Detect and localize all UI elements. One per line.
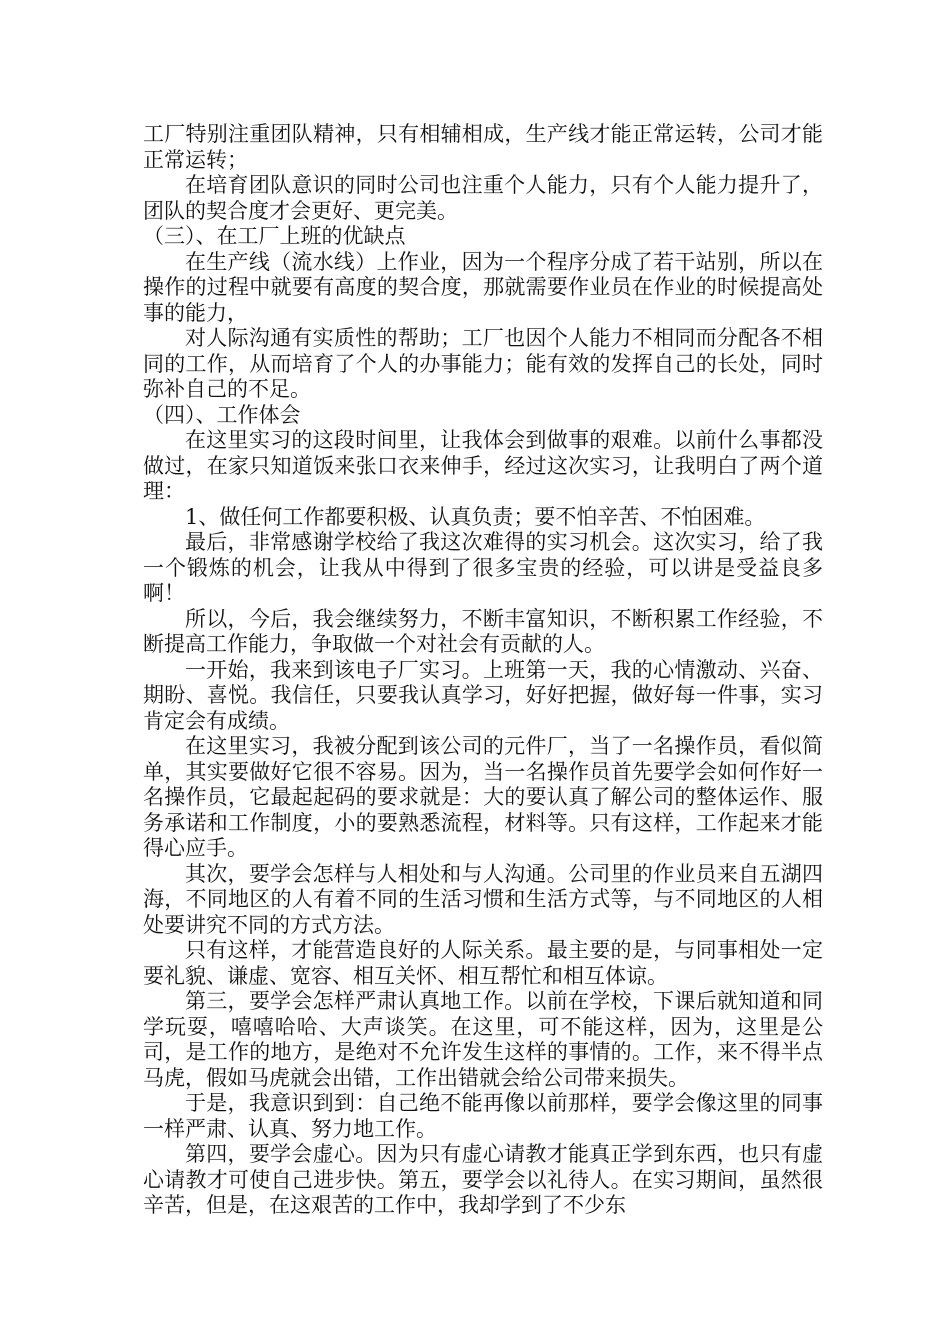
paragraph-lesson-one: 1、做任何工作都要积极、认真负责；要不怕辛苦、不怕困难。: [185, 504, 766, 529]
paragraph-first-day: 一开始，我来到该电子厂实习。上班第一天，我的心情激动、兴奋、期盼、喜悦。我信任，只要我认真学习，好好把握，做好每一件事，实习肯定会有成绩。: [143, 657, 823, 733]
paragraph-humility: 第四，要学会虚心。因为只有虚心请教才能真正学到东西，也只有虚心请教才可使自己进步快。第五，要学会以礼待人。在实习期间，虽然很辛苦，但是，在这艰苦的工作中，我却学到了不少东: [143, 1142, 823, 1217]
paragraph-serious-work: 第三，要学会怎样严肃认真地工作。以前在学校，下课后就知道和同学玩耍，嘻嘻哈哈、大声谈笑。在这里，可不能这样，因为，这里是公司，是工作的地方，是绝对不允许发生这样的事情的。工作，来不得半点马虎，假如马虎就会出错，工作出错就会给公司带来损失。: [143, 989, 823, 1090]
section-heading-experience: （四）、工作体会: [143, 402, 301, 427]
section-heading-pros-cons: （三）、在工厂上班的优缺点: [143, 224, 406, 248]
paragraph-internship-difficulty: 在这里实习的这段时间里，让我体会到做事的艰难。以前什么事都没做过，在家只知道饭来张口衣来伸手，经过这次实习，让我明白了两个道理：: [143, 428, 823, 503]
paragraph-operator-role: 在这里实习，我被分配到该公司的元件厂，当了一名操作员，看似简单，其实要做好它很不容易。因为，当一名操作员首先要学会如何作好一名操作员，它最起起码的要求就是：大的要认真了解公司的整体运作、服务承诺和工作制度，小的要熟悉流程，材料等。只有这样，工作起来才能得心应手。: [143, 734, 823, 860]
paragraph-thanks-school: 最后，非常感谢学校给了我这次难得的实习机会。这次实习，给了我一个锻炼的机会，让我从中得到了很多宝贵的经验，可以讲是受益良多啊！: [143, 530, 823, 605]
paragraph-team-spirit: 工厂特别注重团队精神，只有相辅相成，生产线才能正常运转，公司才能正常运转；: [143, 122, 823, 172]
paragraph-communication: 对人际沟通有实质性的帮助；工厂也因个人能力不相同而分配各不相同的工作，从而培育了个人的办事能力；能有效的发挥自己的长处，同时弥补自己的不足。: [143, 326, 823, 401]
paragraph-relationships: 只有这样，才能营造良好的人际关系。最主要的是，与同事相处一定要礼貌、谦虚、宽容、相互关怀、相互帮忙和相互体谅。: [143, 938, 823, 988]
paragraph-realization: 于是，我意识到到：自己绝不能再像以前那样，要学会像这里的同事一样严肃、认真、努力地工作。: [143, 1091, 823, 1141]
paragraph-production-line: 在生产线（流水线）上作业，因为一个程序分成了若干站别，所以在操作的过程中就要有高度的契合度，那就需要作业员在作业的时候提高处事的能力，: [143, 249, 823, 325]
paragraph-getting-along: 其次，要学会怎样与人相处和与人沟通。公司里的作业员来自五湖四海，不同地区的人有着不同的生活习惯和生活方式等，与不同地区的人相处要讲究不同的方式方法。: [143, 861, 823, 937]
document-body: [143, 122, 823, 1219]
paragraph-future-effort: 所以，今后，我会继续努力，不断丰富知识，不断积累工作经验，不断提高工作能力，争取做一个对社会有贡献的人。: [143, 606, 823, 656]
paragraph-personal-ability: 在培育团队意识的同时公司也注重个人能力，只有个人能力提升了，团队的契合度才会更好、更完美。: [143, 173, 823, 223]
